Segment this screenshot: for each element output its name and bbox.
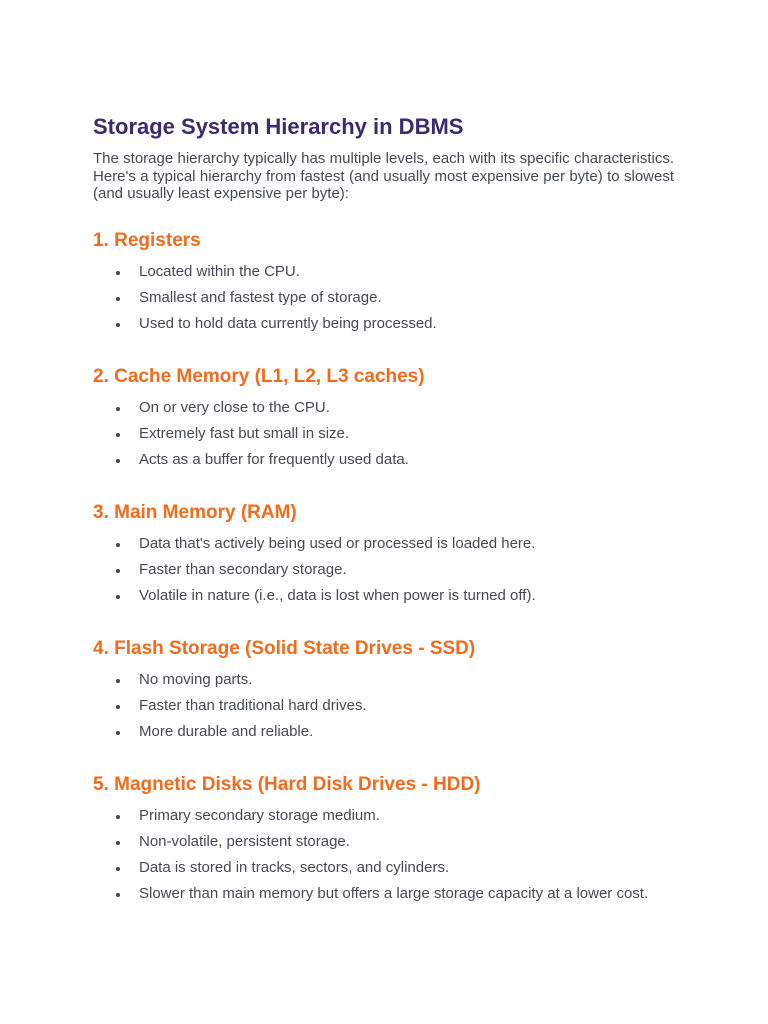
section-heading: 2. Cache Memory (L1, L2, L3 caches)	[93, 365, 425, 387]
list-item	[93, 671, 674, 697]
section-main-memory	[93, 501, 674, 613]
bullet-icon	[116, 297, 120, 301]
list-item-text: Faster than traditional hard drives.	[139, 696, 367, 714]
list-item-text: Used to hold data currently being processed.	[139, 314, 437, 332]
list-item	[93, 697, 674, 723]
list-item-text: Non-volatile, persistent storage.	[139, 832, 350, 850]
bullet-list	[93, 535, 674, 613]
list-item-text: More durable and reliable.	[139, 722, 314, 740]
bullet-list	[93, 263, 674, 341]
intro-paragraph: The storage hierarchy typically has multiple levels, each with its specific characteristics. Here's a typical hierarchy from fastest (and usually most expensive per byte) to slowest (and usually least expensive per byte):	[93, 150, 674, 202]
list-item	[93, 723, 674, 749]
list-item	[93, 425, 674, 451]
list-item-text: Acts as a buffer for frequently used data.	[139, 450, 409, 468]
bullet-icon	[116, 679, 120, 683]
bullet-icon	[116, 323, 120, 327]
list-item	[93, 885, 674, 911]
bullet-icon	[116, 815, 120, 819]
bullet-icon	[116, 731, 120, 735]
list-item	[93, 807, 674, 833]
list-item	[93, 561, 674, 587]
bullet-icon	[116, 705, 120, 709]
section-heading: 3. Main Memory (RAM)	[93, 501, 297, 523]
bullet-list	[93, 399, 674, 477]
page-title: Storage System Hierarchy in DBMS	[93, 114, 464, 139]
list-item-text: Slower than main memory but offers a large storage capacity at a lower cost.	[139, 884, 649, 902]
list-item	[93, 451, 674, 477]
bullet-list	[93, 807, 674, 911]
bullet-icon	[116, 407, 120, 411]
list-item	[93, 263, 674, 289]
list-item-text: Volatile in nature (i.e., data is lost when power is turned off).	[139, 586, 536, 604]
bullet-icon	[116, 569, 120, 573]
list-item	[93, 315, 674, 341]
section-registers	[93, 229, 674, 341]
section-heading: 5. Magnetic Disks (Hard Disk Drives - HDD)	[93, 773, 481, 795]
list-item-text: Located within the CPU.	[139, 262, 300, 280]
bullet-icon	[116, 433, 120, 437]
section-heading: 4. Flash Storage (Solid State Drives - SSD)	[93, 637, 476, 659]
bullet-icon	[116, 271, 120, 275]
list-item	[93, 587, 674, 613]
list-item	[93, 399, 674, 425]
section-heading: 1. Registers	[93, 229, 201, 251]
list-item-text: Extremely fast but small in size.	[139, 424, 350, 442]
list-item-text: Data is stored in tracks, sectors, and cylinders.	[139, 858, 450, 876]
list-item-text: Primary secondary storage medium.	[139, 806, 380, 824]
list-item-text: No moving parts.	[139, 670, 253, 688]
list-item-text: On or very close to the CPU.	[139, 398, 330, 416]
list-item	[93, 289, 674, 315]
bullet-icon	[116, 543, 120, 547]
bullet-icon	[116, 459, 120, 463]
list-item-text: Smallest and fastest type of storage.	[139, 288, 382, 306]
section-cache-memory	[93, 365, 674, 477]
bullet-list	[93, 671, 674, 749]
list-item-text: Data that's actively being used or processed is loaded here.	[139, 534, 536, 552]
document-page	[93, 112, 674, 911]
list-item-text: Faster than secondary storage.	[139, 560, 347, 578]
section-flash-storage	[93, 637, 674, 749]
section-magnetic-disks	[93, 773, 674, 911]
list-item	[93, 535, 674, 561]
list-item	[93, 859, 674, 885]
list-item	[93, 833, 674, 859]
bullet-icon	[116, 841, 120, 845]
bullet-icon	[116, 893, 120, 897]
bullet-icon	[116, 595, 120, 599]
bullet-icon	[116, 867, 120, 871]
